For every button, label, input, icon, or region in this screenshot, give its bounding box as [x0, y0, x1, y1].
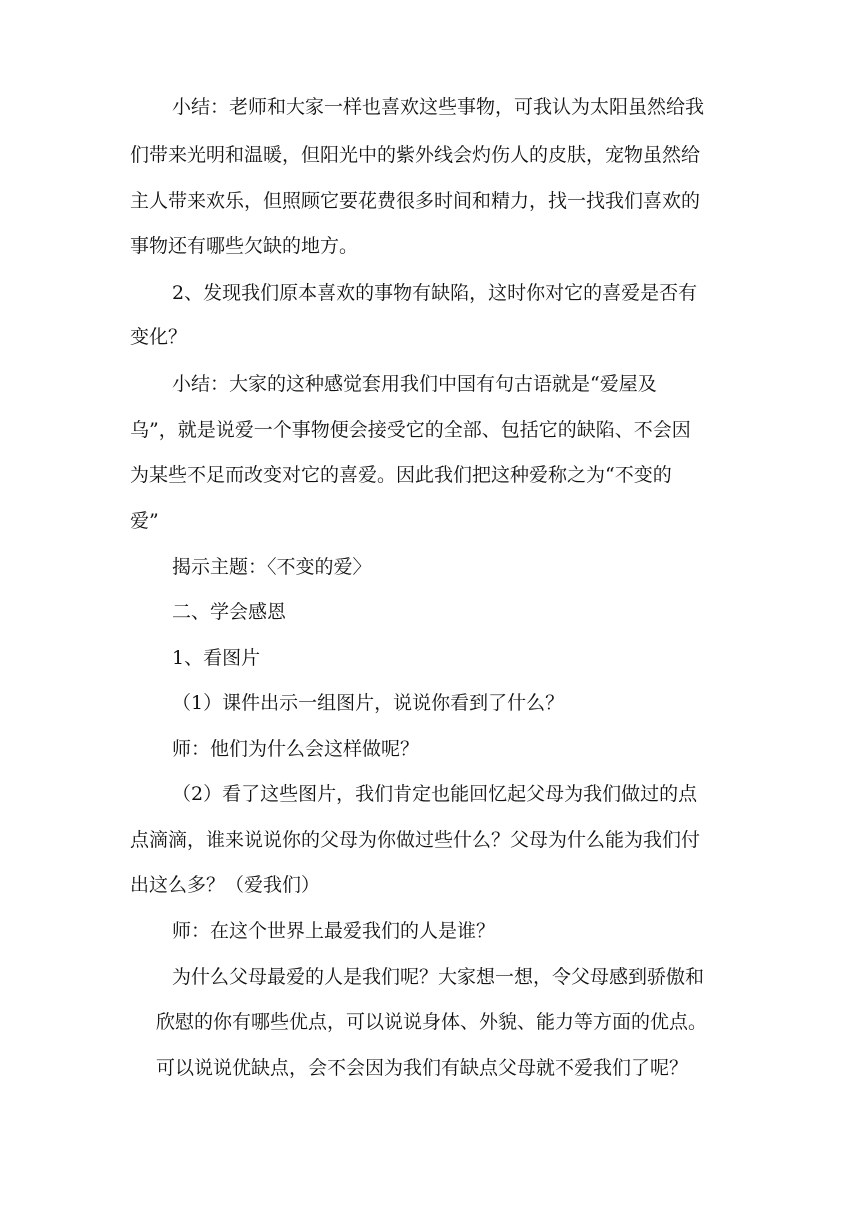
paragraph-10-line-1: 师：在这个世界上最爱我们的人是谁？ [172, 920, 496, 942]
paragraph-4-line-1: 揭示主题：〈不变的爱〉 [172, 556, 372, 578]
paragraph-1-line-1: 小结：老师和大家一样也喜欢这些事物，可我认为太阳虽然给我 [172, 96, 705, 118]
paragraph-11-line-1: 为什么父母最爱的人是我们呢？大家想一想，令父母感到骄傲和 [172, 966, 705, 988]
paragraph-9-line-2: 点滴滴，谁来说说你的父母为你做过些什么？父母为什么能为我们付 [130, 829, 701, 851]
paragraph-9-line-1: （2）看了这些图片，我们肯定也能回忆起父母为我们做过的点 [172, 783, 698, 805]
paragraph-3-line-4: 爱” [130, 510, 159, 532]
paragraph-1-line-2: 们带来光明和温暖，但阳光中的紫外线会灼伤人的皮肤，宠物虽然给 [130, 144, 701, 166]
paragraph-8-line-1: 师：他们为什么会这样做呢？ [172, 738, 420, 760]
paragraph-1-line-4: 事物还有哪些欠缺的地方。 [130, 235, 359, 257]
paragraph-2-line-2: 变化？ [130, 326, 188, 348]
paragraph-5-line-1: 二、学会感恩 [172, 601, 287, 623]
paragraph-9-line-3: 出这么多？（爱我们） [130, 874, 321, 896]
paragraph-7-line-1: （1）课件出示一组图片，说说你看到了什么？ [172, 692, 565, 714]
paragraph-3-line-3: 为某些不足而改变对它的喜爱。因此我们把这种爱称之为“不变的 [130, 464, 672, 486]
paragraph-3-line-1: 小结：大家的这种感觉套用我们中国有句古语就是“爱屋及 [172, 373, 657, 395]
paragraph-6-line-1: 1、看图片 [172, 647, 261, 669]
paragraph-11-line-2: 欣慰的你有哪些优点，可以说说身体、外貌、能力等方面的优点。 [156, 1011, 708, 1033]
paragraph-1-line-3: 主人带来欢乐，但照顾它要花费很多时间和精力，找一找我们喜欢的 [130, 190, 701, 212]
paragraph-3-line-2: 乌”，就是说爱一个事物便会接受它的全部、包括它的缺陷、不会因 [130, 419, 691, 441]
paragraph-11-line-3: 可以说说优缺点，会不会因为我们有缺点父母就不爱我们了呢？ [156, 1057, 689, 1079]
paragraph-2-line-1: 2、发现我们原本喜欢的事物有缺陷，这时你对它的喜爱是否有 [172, 282, 698, 304]
